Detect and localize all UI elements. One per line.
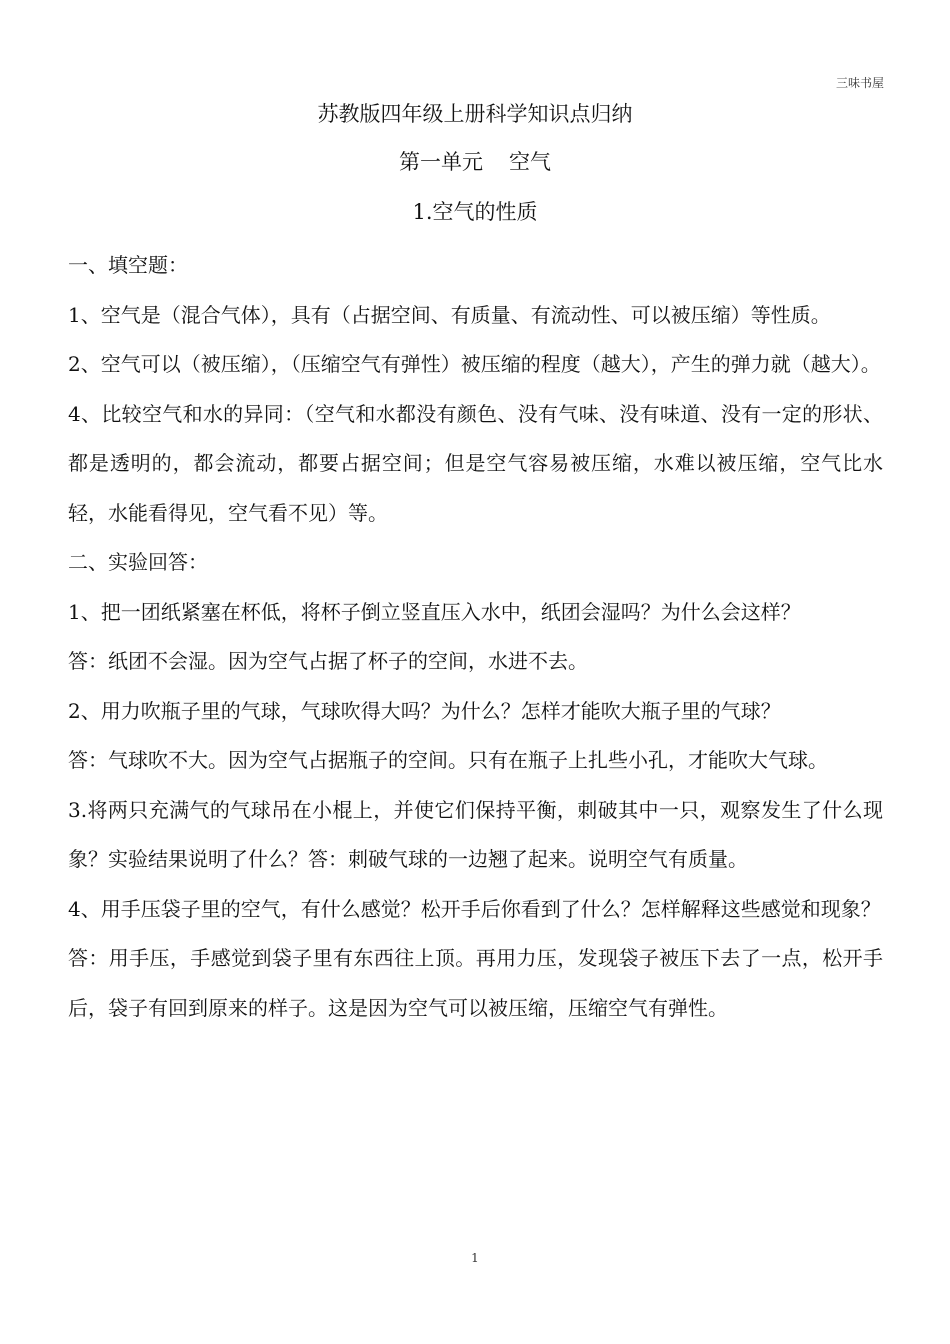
unit-name: 空气 — [509, 150, 551, 174]
section-heading-fill-blank: 一、填空题： — [68, 253, 188, 277]
unit-label: 第一单元 — [399, 150, 483, 174]
page-number: 1 — [471, 1251, 479, 1265]
document-title: 苏教版四年级上册科学知识点归纳 — [317, 102, 633, 126]
fill-blank-item-4: 4、比较空气和水的异同：（空气和水都没有颜色、没有气味、没有味道、没有一定的形状、都是透明的，都会流动，都要占据空间；但是空气容易被压缩，水难以被压缩，空气比水轻，水能看得见，空气看不见）等。 — [68, 401, 883, 525]
document-body — [68, 241, 883, 1033]
unit-title — [0, 146, 950, 176]
experiment-item-3: 3.将两只充满气的气球吊在小棍上，并使它们保持平衡，刺破其中一只，观察发生了什么现象？实验结果说明了什么？答：刺破气球的一边翘了起来。说明空气有质量。 — [68, 797, 883, 871]
header-note: 三味书屋 — [835, 76, 884, 90]
fill-blank-item-2: 2、空气可以（被压缩），（压缩空气有弹性）被压缩的程度（越大），产生的弹力就（越大）。 — [68, 352, 881, 376]
experiment-question-4: 4、用手压袋子里的空气，有什么感觉？松开手后你看到了什么？怎样解释这些感觉和现象？ — [68, 896, 881, 921]
lesson-title: 1.空气的性质 — [412, 200, 538, 224]
fill-blank-item-1: 1、空气是（混合气体），具有（占据空间、有质量、有流动性、可以被压缩）等性质。 — [68, 302, 831, 327]
experiment-answer-4: 答：用手压，手感觉到袋子里有东西往上顶。再用力压，发现袋子被压下去了一点，松开手后，袋子有回到原来的样子。这是因为空气可以被压缩，压缩空气有弹性。 — [68, 946, 883, 1020]
experiment-answer-1: 答：纸团不会湿。因为空气占据了杯子的空间，水进不去。 — [68, 649, 588, 673]
experiment-question-1: 1、把一团纸紧塞在杯低，将杯子倒立竖直压入水中，纸团会湿吗？为什么会这样？ — [68, 599, 801, 624]
section-heading-experiment: 二、实验回答： — [68, 550, 208, 574]
experiment-question-2: 2、用力吹瓶子里的气球，气球吹得大吗？为什么？怎样才能吹大瓶子里的气球？ — [68, 698, 781, 723]
experiment-answer-2: 答：气球吹不大。因为空气占据瓶子的空间。只有在瓶子上扎些小孔，才能吹大气球。 — [68, 748, 828, 772]
